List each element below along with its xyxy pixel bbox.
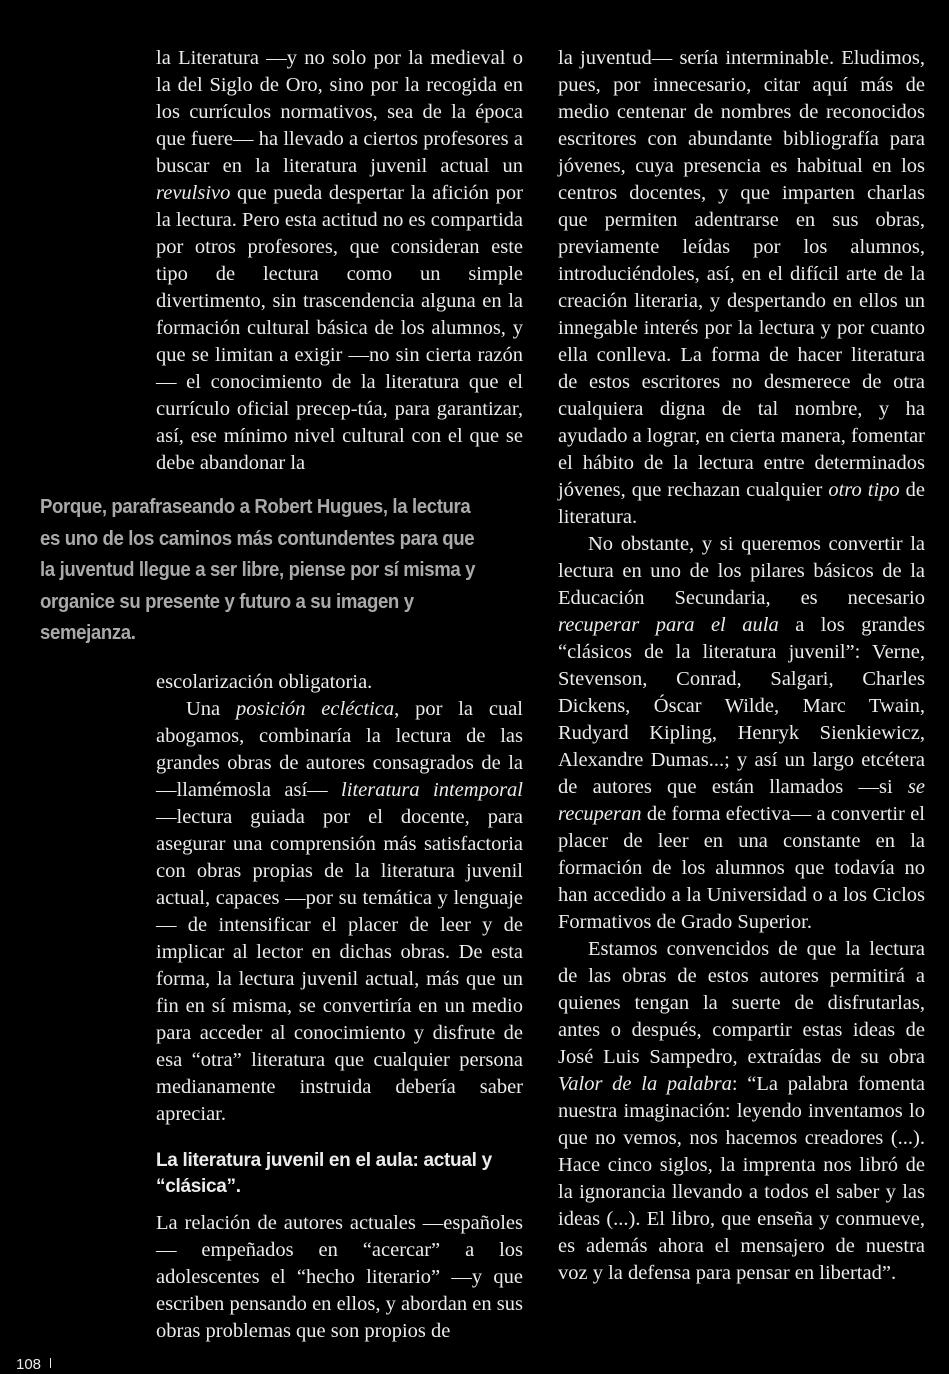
paragraph-end: escolarización obligatoria. [156,671,373,693]
emphasis-revulsivo: revulsivo [156,182,231,204]
pull-quote: Porque, parafraseando a Robert Hugues, la lectura es uno de los caminos más contundentes para que la juventud llegue a ser libre, piense por sí misma y organice su presente y futuro a su imagen y semejanza. [40,496,476,644]
paragraph-sampedro: Estamos convencidos de que la lectura de las obras de estos autores permitirá a quienes tengan la suerte de disfrutarlas, antes o después, compartir estas ideas de José Luis Sampedro, extraídas de su obra Valor de la palabra: “La palabra fomenta nuestra imaginación: leyendo inventamos lo que no vemos, nos hacemos creadores (...). Hace cinco siglos, la imprenta nos libró de la ignorancia llevando a todos el saber y las ideas (...). El libro, que enseña y conmueve, es además ahora el mensajero de nuestra voz y la defensa para pensar en libertad”. [558,938,925,1284]
page-number: 108 [16,1356,42,1373]
paragraph-eclectic: Una posición ecléctica, por la cual abogamos, combinaría la lectura de las grandes obras de autores consagrados de la —llamémosla así— literatura intemporal —lectura guiada por el docente, para asegurar una comprensión más satisfactoria con obras propias de la literatura juvenil actual, capaces —por su temática y lenguaje— de intensificar el placer de leer y de implicar al lector en dichas obras. De esta forma, la lectura juvenil actual, más que un fin en sí misma, se convertiría en un medio para acceder al conocimiento y disfrute de esa “otra” literatura que cualquier persona medianamente instruida debería saber apreciar. [156,698,523,1125]
right-column [558,45,925,1287]
paragraph-authors: La relación de autores actuales —españoles— empeñados en “acercar” a los adolescentes el “hecho literario” —y que escriben pensando en ellos, y abordan en sus obras problemas que son propios de [156,1212,523,1342]
page-number-divider [50,1358,51,1368]
left-column-bottom [156,669,523,1345]
left-column-top [156,45,523,477]
paragraph-continuation: la Literatura —y no solo por la medieval o la del Siglo de Oro, sino por la recogida en los currículos normativos, sea de la época que fuere— ha llevado a ciertos profesores a buscar en la literatura juvenil actual un revulsivo que pueda despertar la afición por la lectura. Pero esta actitud no es compartida por otros profesores, que consideran este tipo de lectura como un simple divertimento, sin trascendencia alguna en la formación cultural básica de los alumnos, y que se limitan a exigir —no sin cierta razón— el conocimiento de la literatura que el currículo oficial precep-túa, para garantizar, así, ese mínimo nivel cultural con el que se debe abandonar la [156,47,523,474]
paragraph-classics: No obstante, y si queremos convertir la lectura en uno de los pilares básicos de la Educación Secundaria, es necesario recuperar para el aula a los grandes “clásicos de la literatura juvenil”: Verne, Stevenson, Conrad, Salgari, Charles Dickens, Óscar Wilde, Marc Twain, Rudyard Kipling, Henryk Sienkiewicz, Alexandre Dumas...; y así un largo etcétera de autores que están llamados —si se recuperan de forma efectiva— a convertir el placer de leer en una constante en la formación de los alumnos que todavía no han accedido a la Universidad o a los Ciclos Formativos de Grado Superior. [558,533,925,933]
paragraph-youth: la juventud— sería interminable. Eludimos, pues, por innecesario, citar aquí más de medio centenar de nombres de reconocidos escritores con abundante bibliografía para jóvenes, cuya presencia es habitual en los centros docentes, y que imparten charlas que permiten adentrarse en sus obras, previamente leídas por los alumnos, introduciéndoles, así, en el difícil arte de la creación literaria, y despertando en ellos un innegable interés por la lectura y por cuanto ella conlleva. La forma de hacer literatura de estos escritores no desmerece de otra cualquiera digna de tal nombre, y ha ayudado a lograr, en cierta manera, fomentar el hábito de la lectura entre determinados jóvenes, que rechazan cualquier otro tipo de literatura. [558,47,925,528]
section-heading: La literatura juvenil en el aula: actual y “clásica”. [156,1150,492,1197]
